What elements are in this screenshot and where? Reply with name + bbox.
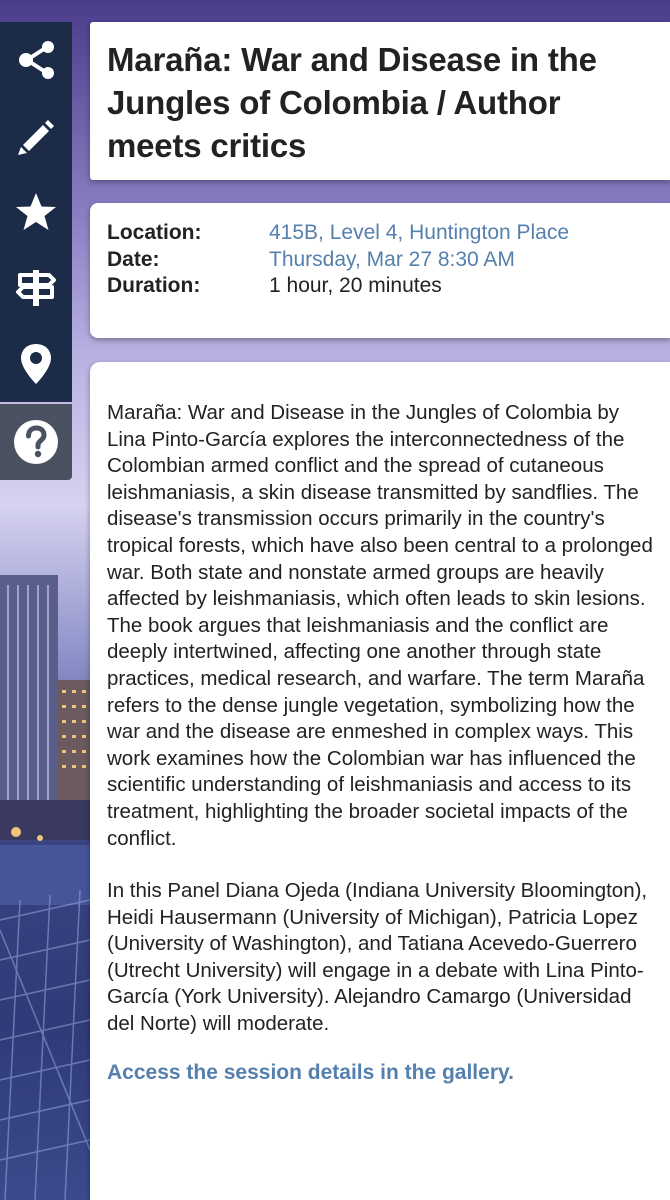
session-title-card [90, 22, 670, 180]
duration-row [107, 273, 658, 300]
duration-value: 1 hour, 20 minutes [269, 274, 442, 298]
session-title: Maraña: War and Disease in the Jungles of Colombia / Author meets critics [107, 41, 597, 164]
date-label: Date: [107, 247, 160, 271]
side-toolbar [0, 22, 72, 482]
map-pin-icon [18, 342, 54, 386]
session-description-card [90, 362, 670, 1200]
location-link[interactable]: 415B, Level 4, Huntington Place [269, 221, 570, 245]
date-row [107, 247, 658, 274]
location-label: Location: [107, 221, 202, 245]
share-button[interactable] [0, 22, 72, 98]
description-paragraph-1: Maraña: War and Disease in the Jungles of Colombia by Lina Pinto-García explores the interconnectedness of the Colombian armed conflict and the spread of cutaneous leishmaniasis, a skin disease transmitted by sandflies. The disease's transmission occurs primarily in the country's tropical forests, which have also been central to a prolonged war. Both state and nonstate armed groups are heavily affected by leishmaniasis, which often leads to skin lesions. The book argues that leishmaniasis and the conflict are deeply intertwined, affecting one another through state practices, medical research, and warfare. The term Maraña refers to the dense jungle vegetation, symbolizing how the war and the disease are enmeshed in complex ways. This work examines how the Colombian war has influenced the scientific understanding of leishmaniasis and access to its treatment, highlighting the broader societal impacts of the conflict. [107, 401, 653, 850]
help-button[interactable] [0, 404, 72, 480]
description-paragraph-2: In this Panel Diana Ojeda (Indiana University Bloomington), Heidi Hausermann (University of Michigan), Patricia Lopez (University of Washington), and Tatiana Acevedo-Guerrero (Utrecht University) will engage in a debate with Lina Pinto-García (York University). Alejandro Camargo (Universidad del Norte) will moderate. [107, 879, 648, 1036]
gallery-link[interactable]: Access the session details in the gallery. [107, 1060, 514, 1084]
signpost-icon [15, 267, 57, 309]
directions-button[interactable] [0, 250, 72, 326]
location-row [107, 220, 658, 247]
favorite-button[interactable] [0, 174, 72, 250]
session-details-card [90, 203, 670, 338]
help-icon [12, 418, 60, 466]
star-icon [14, 191, 58, 233]
pencil-icon [15, 115, 57, 157]
duration-label: Duration: [107, 274, 201, 298]
date-link[interactable]: Thursday, Mar 27 8:30 AM [269, 247, 515, 271]
share-icon [15, 39, 57, 81]
edit-button[interactable] [0, 98, 72, 174]
location-button[interactable] [0, 326, 72, 402]
